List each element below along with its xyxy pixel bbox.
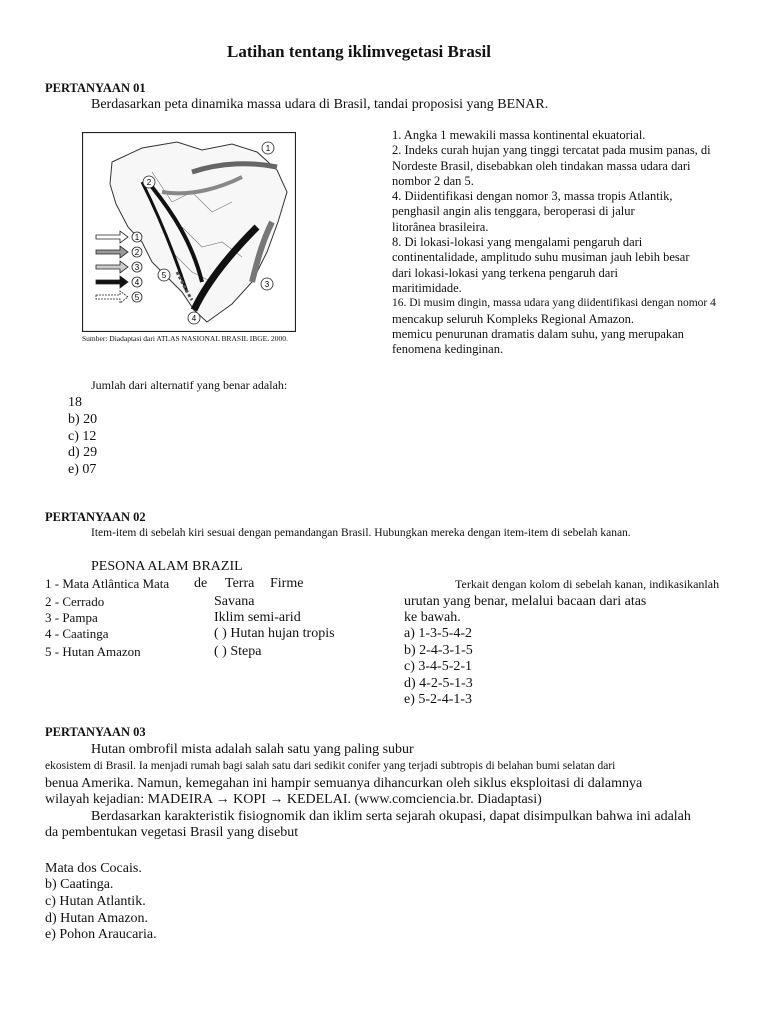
map-source: Sumber: Diadaptasi dari ATLAS NASIONAL BRASIL IBGE. 2000. [82,334,288,343]
legend-label-3: 3 [134,263,140,272]
q2-column-title: PESONA ALAM BRAZIL [91,559,243,574]
statement-line: 16. Di musim dingin, massa udara yang diidentifikasi dengan nomor 4 [392,297,716,310]
q3-text-line: Berdasarkan karakteristik fisiognomik dan iklim serta sejarah okupasi, dapat disimpulkan bahwa ini adalah [91,809,691,824]
q3-text-line: wilayah kejadian: MADEIRA → KOPI → KEDELAI. (www.comciencia.br. Diadaptasi) [45,792,542,807]
q3-option[interactable]: c) Hutan Atlantik. [45,894,146,909]
map-label-1: 1 [265,144,271,153]
q2-option[interactable]: b) 2-4-3-1-5 [404,643,473,658]
q2-right-intro: Terkait dengan kolom di sebelah kanan, indikasikanlah [455,577,720,591]
statement-line: dari lokasi-lokasi yang terkena pengaruh dari [392,265,618,280]
statement-line: 1. Angka 1 mewakili massa kontinental ekuatorial. [392,128,646,142]
map-label-4: 4 [191,314,197,323]
q2-middle-word: de [194,576,208,591]
q3-text-line: da pembentukan vegetasi Brasil yang disebut [45,825,299,840]
q1-sum-prompt: Jumlah dari alternatif yang benar adalah: [91,378,288,392]
q1-option[interactable]: e) 07 [68,462,97,477]
q2-right-line: ke bawah. [404,610,461,625]
map-label-5: 5 [161,271,167,280]
q2-option[interactable]: d) 4-2-5-1-3 [404,676,473,691]
q2-middle-word: Firme [270,576,304,591]
statement-line: memicu penurunan dramatis dalam suhu, yang merupakan [392,326,684,341]
q2-middle-item: Savana [214,594,255,609]
air-mass-map [82,132,296,332]
q2-left-item: 3 - Pampa [45,610,98,625]
q2-middle-word: Terra [225,576,255,591]
page-title: Latihan tentang iklimvegetasi Brasil [227,42,491,61]
q1-statements [392,128,742,357]
legend-label-1: 1 [134,233,140,242]
legend-label-4: 4 [134,278,140,287]
q2-middle-item: ( ) Stepa [214,644,262,659]
statement-line: fenomena kedinginan. [392,342,504,357]
map-label-2: 2 [146,178,152,187]
q1-option[interactable]: b) 20 [68,412,98,427]
statement-line: 2. Indeks curah hujan yang tinggi tercatat pada musim panas, di [392,143,711,158]
q1-heading: PERTANYAAN 01 [45,81,146,95]
q3-option[interactable]: e) Pohon Araucaria. [45,927,157,942]
q1-option[interactable]: d) 29 [68,445,98,460]
q2-intro: Item-item di sebelah kiri sesuai dengan pemandangan Brasil. Hubungkan mereka dengan item-item di sebelah kanan. [91,527,631,539]
q2-option[interactable]: e) 5-2-4-1-3 [404,692,473,707]
q1-intro: Berdasarkan peta dinamika massa udara di Brasil, tandai proposisi yang BENAR. [91,97,549,112]
q2-option[interactable]: a) 1-3-5-4-2 [404,626,473,641]
q2-option[interactable]: c) 3-4-5-2-1 [404,659,473,674]
q1-option[interactable]: c) 12 [68,429,97,444]
q2-heading: PERTANYAAN 02 [45,510,146,524]
statement-line: 8. Di lokasi-lokasi yang mengalami pengaruh dari [392,235,643,250]
legend-label-2: 2 [134,248,140,257]
q3-option[interactable]: b) Caatinga. [45,877,114,892]
statement-line: mencakup seluruh Kompleks Regional Amazon. [392,311,634,326]
statement-line: Nordeste Brasil, disebabkan oleh tindakan massa udara dari [392,158,691,173]
q3-text-line: Hutan ombrofil mista adalah salah satu yang paling subur [91,742,414,757]
q2-middle-item: ( ) Hutan hujan tropis [214,626,335,641]
statement-line: continentalidade, amplitudo suhu musiman jauh lebih besar [392,250,690,265]
statement-line: maritimidade. [392,280,462,295]
q2-left-item: 4 - Caatinga [45,626,109,641]
statement-line: penghasil angin alis tenggara, beroperasi di jalur [392,204,635,219]
q3-text-line: benua Amerika. Namun, kemegahan ini hampir semuanya dihancurkan oleh siklus eksploitasi di dalamnya [45,776,643,791]
legend-label-5: 5 [134,293,140,302]
statement-line: 4. Diidentifikasi dengan nomor 3, massa tropis Atlantik, [392,189,673,204]
statement-line: litorânea brasileira. [392,219,489,234]
q3-heading: PERTANYAAN 03 [45,725,146,739]
q2-left-item: 1 - Mata Atlântica Mata [45,576,170,591]
q2-left-item: 2 - Cerrado [45,594,105,609]
q3-text-line: ekosistem di Brasil. Ia menjadi rumah bagi salah satu dari sedikit conifer yang terjadi subtropis di belahan bumi selatan dari [45,760,616,772]
q1-option[interactable]: 18 [68,395,82,410]
q3-option[interactable]: d) Hutan Amazon. [45,911,149,926]
q2-left-item: 5 - Hutan Amazon [45,644,141,659]
q3-option[interactable]: Mata dos Cocais. [45,861,142,876]
map-label-3: 3 [264,280,270,289]
statement-line: nombor 2 dan 5. [392,173,474,188]
q2-middle-item: Iklim semi-arid [214,610,301,625]
q2-right-line: urutan yang benar, melalui bacaan dari atas [404,594,647,609]
